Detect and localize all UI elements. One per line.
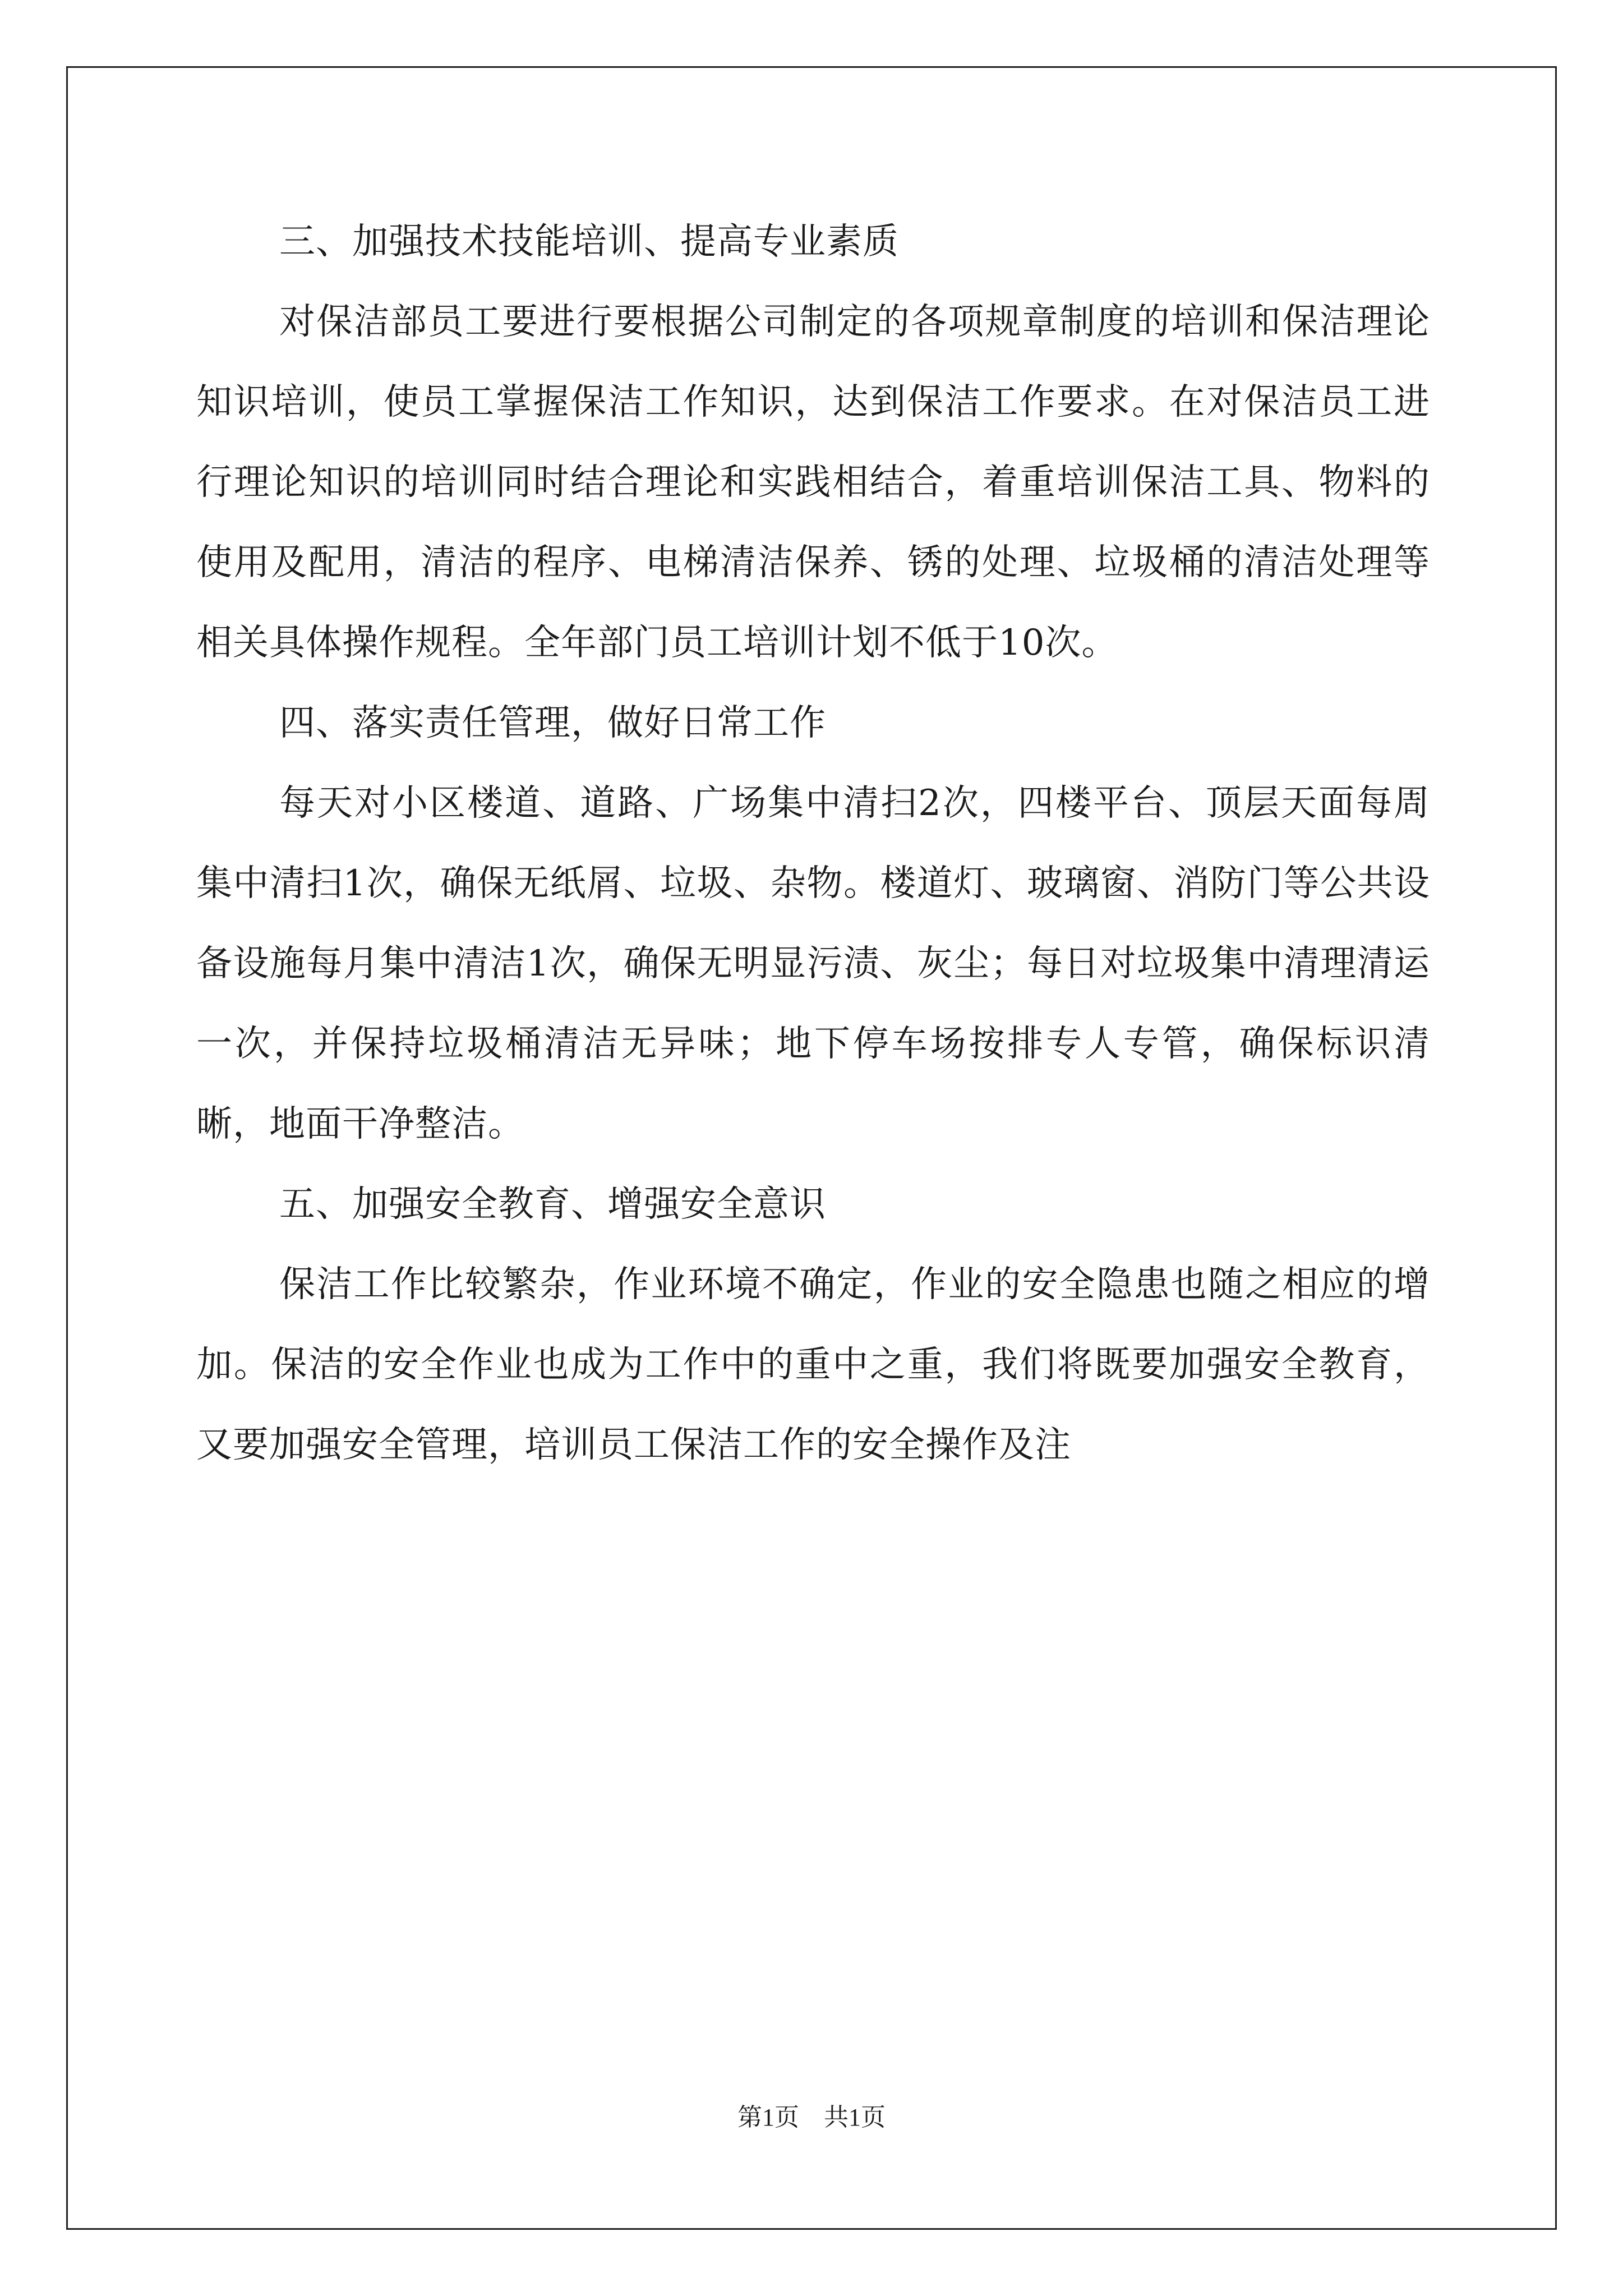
document-body — [196, 202, 1430, 1485]
section-paragraph-5: 保洁工作比较繁杂，作业环境不确定，作业的安全隐患也随之相应的增加。保洁的安全作业也成为工作中的重中之重，我们将既要加强安全教育，又要加强安全管理，培训员工保洁工作的安全操作及注 — [196, 1264, 1430, 1466]
section-paragraph-3: 对保洁部员工要进行要根据公司制定的各项规章制度的培训和保洁理论知识培训，使员工掌握保洁工作知识，达到保洁工作要求。在对保洁员工进行理论知识的培训同时结合理论和实践相结合，着重培训保洁工具、物料的使用及配用，清洁的程序、电梯清洁保养、锈的处理、垃圾桶的清洁处理等相关具体操作规程。全年部门员工培训计划不低于10次。 — [196, 301, 1430, 664]
section-heading-3: 三、加强技术技能培训、提高专业素质 — [279, 221, 899, 263]
page-footer: 第1页 共1页 — [737, 2104, 886, 2131]
section-heading-5: 五、加强安全教育、增强安全意识 — [279, 1184, 826, 1225]
section-heading-4: 四、落实责任管理，做好日常工作 — [279, 702, 826, 744]
section-paragraph-4: 每天对小区楼道、道路、广场集中清扫2次，四楼平台、顶层天面每周集中清扫1次，确保无纸屑、垃圾、杂物。楼道灯、玻璃窗、消防门等公共设备设施每月集中清洁1次，确保无明显污渍、灰尘；每日对垃圾集中清理清运一次，并保持垃圾桶清洁无异味；地下停车场按排专人专管，确保标识清晰，地面干净整洁。 — [196, 783, 1430, 1145]
